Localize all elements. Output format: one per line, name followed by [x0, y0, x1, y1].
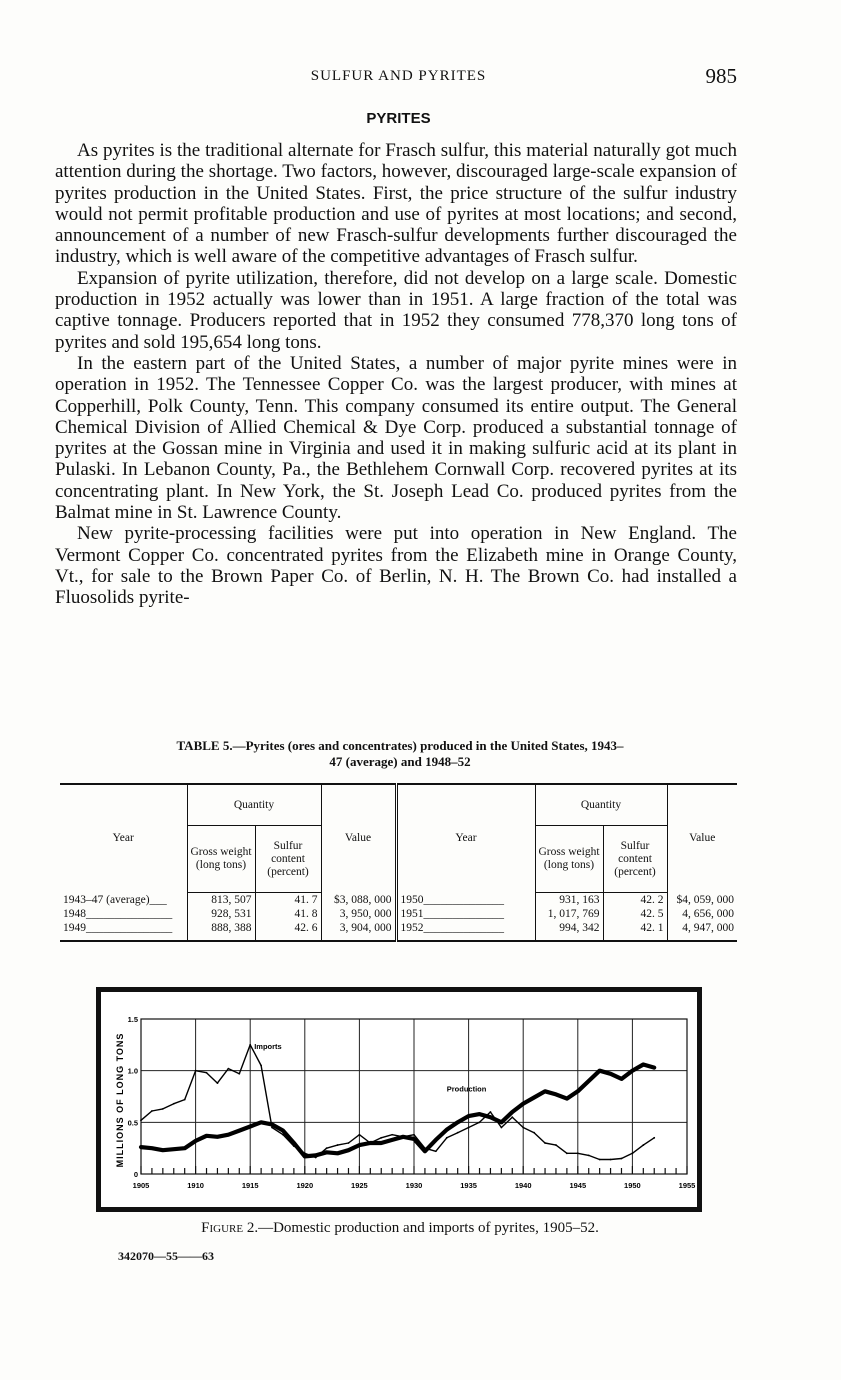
- chart-point-production: [598, 1069, 601, 1072]
- gross-weight-cell: 813, 507: [187, 893, 255, 908]
- chart-point-imports: [555, 1144, 557, 1146]
- sulfur-cell: 41. 7: [255, 893, 321, 908]
- chart-ticks: [128, 1015, 696, 1190]
- chart-x-tick-label: 1935: [460, 1181, 477, 1190]
- chart-point-production: [423, 1150, 426, 1153]
- chart-point-imports: [238, 1073, 240, 1075]
- gross-weight-cell: 931, 163: [535, 893, 603, 908]
- chart-point-production: [303, 1155, 306, 1158]
- chart-x-tick-label: 1940: [514, 1181, 532, 1190]
- chart-annotation-production: Production: [446, 1084, 487, 1094]
- chart-point-production: [391, 1138, 394, 1141]
- chart-point-imports: [588, 1155, 590, 1157]
- figure-caption-text: —Domestic production and imports of pyrites, 1905–52.: [258, 1220, 599, 1236]
- year-header: Year: [396, 784, 535, 893]
- chart-point-imports: [260, 1065, 262, 1067]
- chart-point-imports: [173, 1103, 175, 1105]
- year-cell: 1952______________: [396, 921, 535, 941]
- paragraph: Expansion of pyrite utilization, therefore, did not develop on a large scale. Domestic production in 1952 actually was lower than in 1951. A large fraction of the total was captive tonnage. Producers reported that in 1952 they consumed 778,370 long tons of pyrites and sold 195,654 long tons.: [55, 267, 737, 353]
- chart-x-tick-label: 1910: [187, 1181, 204, 1190]
- chart-x-tick-label: 1925: [351, 1181, 368, 1190]
- chart-point-imports: [326, 1147, 328, 1149]
- chart-point-imports: [348, 1142, 350, 1144]
- chart-point-production: [161, 1149, 164, 1152]
- chart-point-production: [576, 1090, 579, 1093]
- chart-point-production: [369, 1141, 372, 1144]
- table-row: [60, 921, 737, 941]
- gross-weight-header: Gross weight (long tons): [187, 826, 255, 893]
- chart-point-imports: [206, 1072, 208, 1074]
- running-title: SULFUR AND PYRITES: [310, 68, 487, 84]
- chart-point-production: [227, 1133, 230, 1136]
- chart-series: [139, 1041, 655, 1161]
- quantity-header: Quantity: [535, 784, 667, 826]
- chart-point-production: [260, 1121, 263, 1124]
- paragraph: In the eastern part of the United States, a number of major pyrite mines were in operation in 1952. The Tennessee Copper Co. was the largest producer, with mines at Copperhill, Polk County, Tenn. This company consumed its entire output. The General Chemical Division of Allied Chemical & Dye Corp. produced a substantial tonnage of pyrites at the Gossan mine in Virginia and used it in making sulfuric acid at its plant in Pulaski. In Lebanon County, Pa., the Bethlehem Cornwall Corp. recovered pyrites at its concentrating plant. In New York, the St. Joseph Lead Co. produced pyrites from the Balmat mine in St. Lawrence County.: [55, 352, 737, 524]
- chart-point-production: [609, 1072, 612, 1075]
- gross-weight-cell: 1, 017, 769: [535, 907, 603, 921]
- value-cell: 4, 656, 000: [667, 907, 737, 921]
- chart-point-imports: [184, 1099, 186, 1101]
- running-header: [60, 64, 737, 90]
- chart-point-production: [511, 1110, 514, 1113]
- chart-x-tick-label: 1915: [241, 1181, 259, 1190]
- sulfur-cell: 42. 2: [603, 893, 667, 908]
- chart-point-imports: [227, 1068, 229, 1070]
- chart-y-tick-label: 1.5: [127, 1015, 138, 1024]
- chart-grid: [141, 1019, 687, 1174]
- chart-point-imports: [566, 1152, 568, 1154]
- sulfur-cell: 41. 8: [255, 907, 321, 921]
- chart-point-production: [270, 1123, 273, 1126]
- value-cell: $4, 059, 000: [667, 893, 737, 908]
- chart-point-production: [412, 1137, 415, 1140]
- chart-point-production: [467, 1115, 470, 1118]
- table-row: [60, 893, 737, 908]
- section-title: PYRITES: [366, 110, 431, 127]
- chart-point-production: [325, 1151, 328, 1154]
- year-cell: 1943–47 (average)___: [63, 893, 167, 906]
- chart-point-imports: [413, 1134, 415, 1136]
- value-cell: 4, 947, 000: [667, 921, 737, 941]
- chart-point-imports: [577, 1152, 579, 1154]
- paragraph: As pyrites is the traditional alternate for Frasch sulfur, this material naturally got much attention during the shortage. Two factors, however, discouraged large-scale expansion of pyrites production in the United States. First, the price structure of the sulfur industry would not permit profitable production and use of pyrites at most locations; and second, announcement of a number of new Frasch-sulfur developments further discouraged the industry, which is well aware of the competitive advantages of Frasch sulfur.: [55, 140, 737, 268]
- chart-point-imports: [642, 1144, 644, 1146]
- chart-x-tick-label: 1920: [296, 1181, 314, 1190]
- chart-point-imports: [162, 1108, 164, 1110]
- chart-point-production: [500, 1121, 503, 1124]
- sulfur-cell: 42. 1: [603, 921, 667, 941]
- chart-point-imports: [391, 1134, 393, 1136]
- chart-point-production: [183, 1147, 186, 1150]
- chart-point-production: [522, 1102, 525, 1105]
- chart-point-production: [249, 1125, 252, 1128]
- page-number: 985: [705, 64, 737, 88]
- chart-point-imports: [446, 1137, 448, 1139]
- chart-series-production-line: [141, 1065, 654, 1157]
- value-cell: 3, 904, 000: [321, 921, 396, 941]
- gross-weight-cell: 994, 342: [535, 921, 603, 941]
- chart-point-production: [642, 1063, 645, 1066]
- chart-x-tick-label: 1950: [624, 1181, 641, 1190]
- chart-y-tick-label: 1.0: [127, 1066, 138, 1076]
- chart-point-production: [380, 1141, 383, 1144]
- chart-point-imports: [380, 1137, 382, 1139]
- value-cell: 3, 950, 000: [321, 907, 396, 921]
- print-imprint: 342070—55——63: [118, 1249, 214, 1263]
- chart-point-production: [205, 1134, 208, 1137]
- chart-point-imports: [533, 1132, 535, 1134]
- value-header: Value: [667, 784, 737, 893]
- chart-point-imports: [195, 1070, 197, 1072]
- chart-y-axis-label: MILLIONS OF LONG TONS: [115, 1032, 125, 1168]
- gross-weight-cell: 888, 388: [187, 921, 255, 941]
- figure-caption: [60, 1220, 740, 1237]
- production-table: [60, 783, 737, 942]
- value-cell: $3, 088, 000: [321, 893, 396, 908]
- chart-point-production: [434, 1138, 437, 1141]
- pyrites-chart: [96, 987, 702, 1212]
- chart-point-imports: [632, 1152, 634, 1154]
- chart-x-tick-label: 1930: [405, 1181, 423, 1190]
- chart-point-production: [401, 1135, 404, 1138]
- chart-point-imports: [500, 1127, 502, 1129]
- chart-point-imports: [544, 1142, 546, 1144]
- chart-svg: [101, 992, 697, 1207]
- chart-point-production: [292, 1141, 295, 1144]
- chart-point-imports: [435, 1150, 437, 1152]
- year-cell: 1948_______________: [63, 908, 173, 920]
- chart-y-tick-label: 0.5: [127, 1118, 138, 1128]
- chart-point-imports: [249, 1044, 251, 1046]
- quantity-header: Quantity: [187, 784, 321, 826]
- gross-weight-header: Gross weight (long tons): [535, 826, 603, 893]
- year-cell: 1951______________: [396, 907, 535, 921]
- table-row: [60, 907, 737, 921]
- chart-y-tick-label: 0: [133, 1170, 138, 1179]
- chart-annotation-imports: Imports: [254, 1041, 282, 1051]
- chart-point-production: [358, 1143, 361, 1146]
- chart-point-production: [653, 1066, 656, 1069]
- table-caption-line: 47 (average) and 1948–52: [329, 754, 471, 769]
- value-header: Value: [321, 784, 396, 893]
- year-cell: 1950______________: [396, 893, 535, 908]
- sulfur-cell: 42. 5: [603, 907, 667, 921]
- chart-point-imports: [511, 1116, 513, 1118]
- chart-point-imports: [359, 1134, 361, 1136]
- chart-point-imports: [599, 1159, 601, 1161]
- chart-point-production: [489, 1116, 492, 1119]
- body-text: [55, 140, 737, 609]
- chart-x-tick-label: 1955: [678, 1181, 696, 1190]
- year-cell: 1949_______________: [60, 921, 187, 941]
- chart-point-production: [216, 1135, 219, 1138]
- chart-point-imports: [479, 1121, 481, 1123]
- figure-label: Figure 2.: [201, 1220, 259, 1236]
- chart-point-production: [445, 1128, 448, 1131]
- chart-point-imports: [140, 1119, 142, 1121]
- chart-point-production: [565, 1097, 568, 1100]
- sulfur-content-header: Sulfur content (percent): [255, 826, 321, 893]
- gross-weight-cell: 928, 531: [187, 907, 255, 921]
- chart-point-production: [554, 1093, 557, 1096]
- chart-point-production: [587, 1079, 590, 1082]
- chart-point-production: [139, 1146, 142, 1149]
- chart-point-production: [347, 1149, 350, 1152]
- chart-point-production: [238, 1129, 241, 1132]
- chart-point-production: [194, 1139, 197, 1142]
- sulfur-cell: 42. 6: [255, 921, 321, 941]
- chart-x-tick-label: 1905: [132, 1181, 150, 1190]
- chart-point-production: [631, 1069, 634, 1072]
- paragraph: New pyrite-processing facilities were put into operation in New England. The Vermont Copper Co. concentrated pyrites from the Elizabeth mine in Orange County, Vt., for sale to the Brown Paper Co. of Berlin, N. H. The Brown Co. had installed a Fluosolids pyrite-: [55, 523, 737, 609]
- chart-point-production: [150, 1147, 153, 1150]
- table-caption-line: TABLE 5.—Pyrites (ores and concentrates) produced in the United States, 1943–: [176, 738, 624, 753]
- chart-point-production: [456, 1121, 459, 1124]
- table-caption: [60, 738, 740, 770]
- sulfur-content-header: Sulfur content (percent): [603, 826, 667, 893]
- chart-point-imports: [610, 1159, 612, 1161]
- chart-point-imports: [457, 1132, 459, 1134]
- chart-point-imports: [337, 1144, 339, 1146]
- chart-point-imports: [621, 1158, 623, 1160]
- chart-point-production: [533, 1096, 536, 1099]
- chart-point-imports: [217, 1082, 219, 1084]
- chart-point-production: [478, 1112, 481, 1115]
- chart-point-production: [314, 1154, 317, 1157]
- chart-point-imports: [522, 1127, 524, 1129]
- chart-point-imports: [490, 1111, 492, 1113]
- year-header: Year: [112, 832, 134, 845]
- chart-series-imports-line: [141, 1045, 654, 1160]
- chart-point-production: [281, 1129, 284, 1132]
- chart-point-production: [336, 1152, 339, 1155]
- chart-point-production: [172, 1148, 175, 1151]
- chart-point-production: [543, 1090, 546, 1093]
- chart-point-production: [620, 1077, 623, 1080]
- chart-point-imports: [653, 1137, 655, 1139]
- chart-x-tick-label: 1945: [569, 1181, 587, 1190]
- chart-point-imports: [468, 1127, 470, 1129]
- chart-point-imports: [151, 1110, 153, 1112]
